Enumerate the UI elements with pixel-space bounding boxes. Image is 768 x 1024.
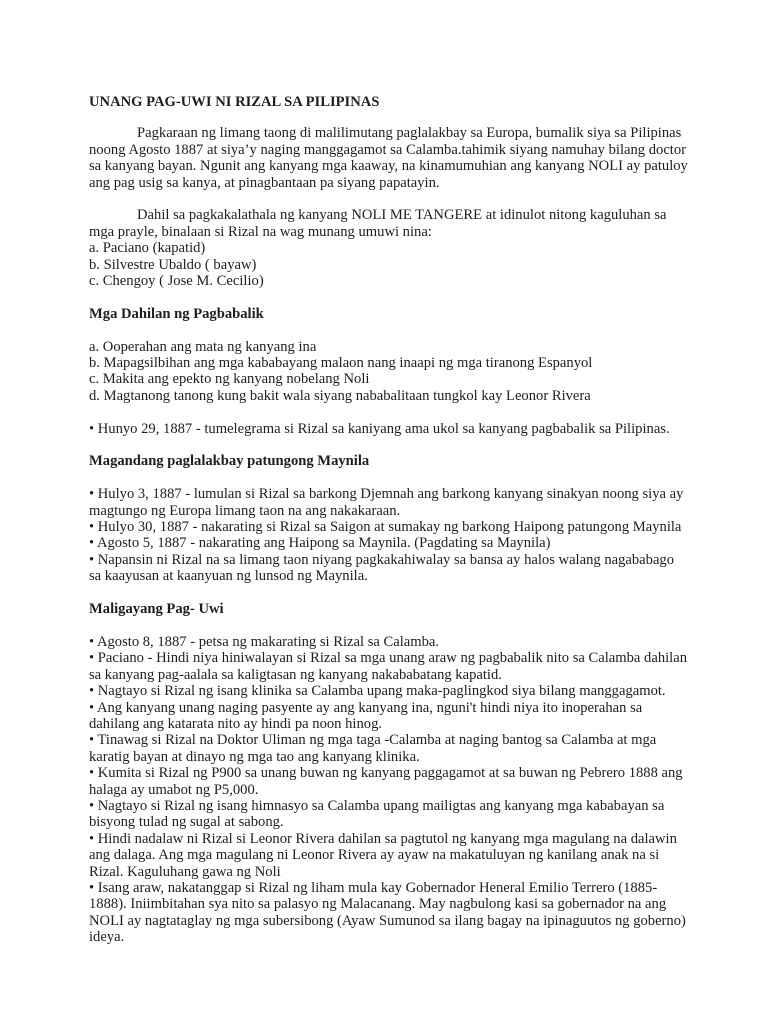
- section-heading-reasons: Mga Dahilan ng Pagbabalik: [89, 305, 264, 322]
- document-page: [89, 94, 689, 946]
- warner-item: c. Chengoy ( Jose M. Cecilio): [89, 273, 264, 290]
- journey-item: • Hulyo 30, 1887 - nakarating si Rizal sa Saigon at sumakay ng barkong Haipong patungong Maynila: [89, 519, 682, 536]
- intro-paragraph: Pagkaraan ng limang taong di malilimutang paglalakbay sa Europa, bumalik siya sa Pilipinas noong Agosto 1887 at siya’y naging manggagamot sa Calamba.tahimik siyang namuhay bilang doctor sa kanyang bayan. Ngunit ang kanyang mga kaaway, na kinamumuhian ang kanyang NOLI ay patuloy ang pag usig sa kanya, at pinagbantaan pa siyang papatayin.: [89, 125, 688, 191]
- homecoming-item: • Ang kanyang unang naging pasyente ay ang kanyang ina, nguni't hindi niya ito inoperahan sa dahilang ang katarata nito ay hindi pa noon hinog.: [89, 699, 643, 732]
- section-heading-journey: Magandang paglalakbay patungong Maynila: [89, 453, 370, 470]
- homecoming-item: • Agosto 8, 1887 - petsa ng makarating si Rizal sa Calamba.: [89, 633, 440, 650]
- journey-item: • Hulyo 3, 1887 - lumulan si Rizal sa barkong Djemnah ang barkong kanyang sinakyan noong siya ay magtungo ng Europa limang taon na ang nakakaraan.: [89, 486, 684, 519]
- spacer: [89, 289, 689, 305]
- warning-paragraph: Dahil sa pagkakalathala ng kanyang NOLI ME TANGERE at idinulot nitong kaguluhan sa mga prayle, binalaan si Rizal na wag munang umuwi nina:: [89, 207, 667, 240]
- homecoming-item: • Hindi nadalaw ni Rizal si Leonor Rivera dahilan sa pagtutol ng kanyang mga magulang na dalawin ang dalaga. Ang mga magulang ni Leonor Rivera ay ayaw na makatuluyan ng kanilang anak na si Rizal. Kaguluhang gawa ng Noli: [89, 830, 677, 880]
- section-heading-homecoming: Maligayang Pag- Uwi: [89, 601, 224, 618]
- spacer: [89, 322, 689, 338]
- spacer: [89, 470, 689, 486]
- spacer: [89, 191, 689, 207]
- spacer: [89, 437, 689, 453]
- spacer: [89, 585, 689, 601]
- telegram-note: • Hunyo 29, 1887 - tumelegrama si Rizal sa kaniyang ama ukol sa kanyang pagbabalik sa Pilipinas.: [89, 420, 670, 437]
- spacer: [89, 404, 689, 420]
- homecoming-item: • Isang araw, nakatanggap si Rizal ng liham mula kay Gobernador Heneral Emilio Terrero (1885- 1888). Iniimbitahan sya nito sa palasyo ng Malacanang. May nagbulong kasi sa gobernador na ang NOLI ay nagtataglay ng mga subersibong (Ayaw Sumunod sa ilang bagay na ipinaguutos ng goberno) ideya.: [89, 879, 686, 946]
- homecoming-item: • Tinawag si Rizal na Doktor Uliman ng mga taga -Calamba at naging bantog sa Calamba at mga karatig bayan at dinayo ng mga tao ang kanyang klinika.: [89, 732, 657, 765]
- warner-item: b. Silvestre Ubaldo ( bayaw): [89, 256, 257, 273]
- homecoming-item: • Paciano - Hindi niya hiniwalayan si Rizal sa mga unang araw ng pagbabalik nito sa Calamba dahilan sa kanyang pag-aalala sa kaligtasan ng kanyang nakababatang kapatid.: [89, 650, 688, 683]
- homecoming-item: • Nagtayo si Rizal ng isang himnasyo sa Calamba upang mailigtas ang kanyang mga kababayan sa bisyong tulad ng sugal at sabong.: [89, 797, 665, 831]
- homecoming-item: • Kumita si Rizal ng P900 sa unang buwan ng kanyang paggagamot at sa buwan ng Pebrero 1888 ang halaga ay umabot ng P5,000.: [89, 765, 683, 798]
- spacer: [89, 617, 689, 633]
- journey-item: • Agosto 5, 1887 - nakarating ang Haipong sa Maynila. (Pagdating sa Maynila): [89, 535, 551, 552]
- reason-item: c. Makita ang epekto ng kanyang nobelang Noli: [89, 371, 370, 388]
- journey-item: • Napansin ni Rizal na sa limang taon niyang pagkakahiwalay sa bansa ay halos walang nagababago sa kaayusan at kaanyuan ng lunsod ng Maynila.: [89, 551, 675, 585]
- reason-item: d. Magtanong tanong kung bakit wala siyang nababalitaan tungkol kay Leonor Rivera: [89, 387, 591, 404]
- homecoming-item: • Nagtayo si Rizal ng isang klinika sa Calamba upang maka-paglingkod siya bilang manggagamot.: [89, 683, 666, 700]
- reason-item: a. Ooperahan ang mata ng kanyang ina: [89, 338, 317, 355]
- warner-item: a. Paciano (kapatid): [89, 240, 206, 257]
- document-title: UNANG PAG-UWI NI RIZAL SA PILIPINAS: [89, 94, 380, 110]
- reason-item: b. Mapagsilbihan ang mga kababayang malaon nang inaapi ng mga tiranong Espanyol: [89, 355, 593, 372]
